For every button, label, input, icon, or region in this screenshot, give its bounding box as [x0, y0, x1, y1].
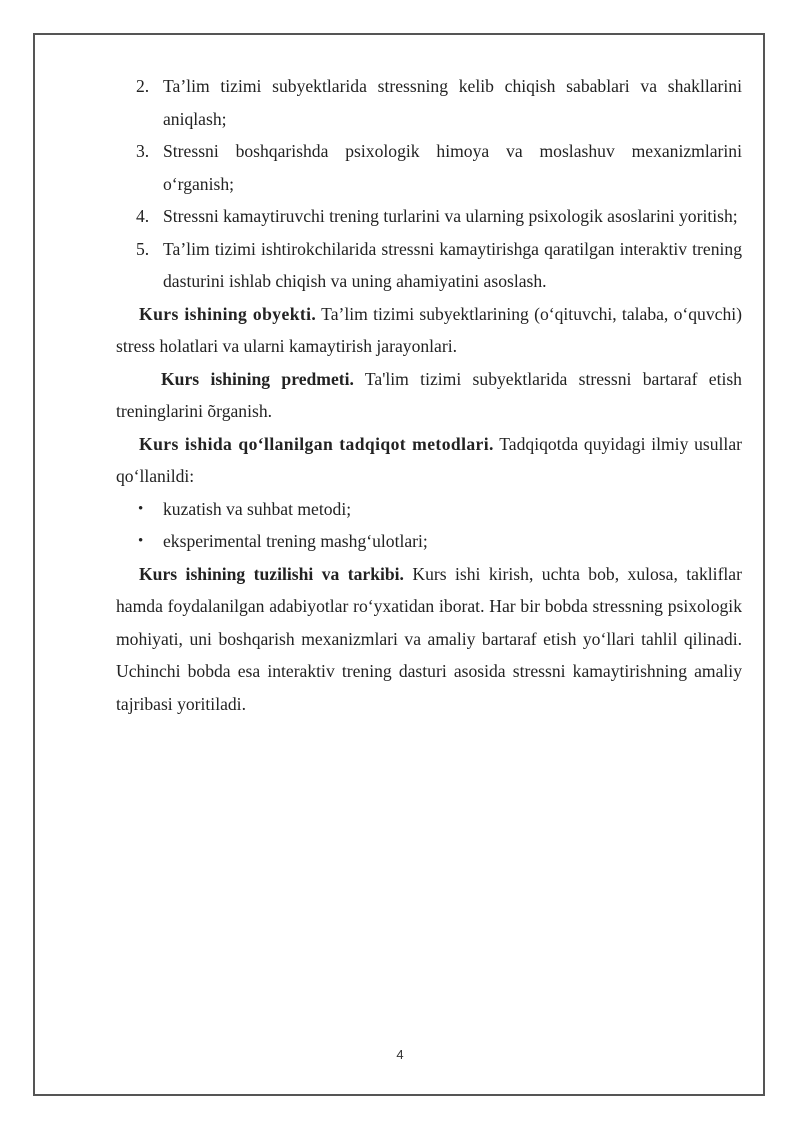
- list-number: 4.: [136, 206, 150, 226]
- object-paragraph: [116, 298, 742, 363]
- numbered-list: [116, 70, 742, 298]
- bullet-icon: •: [138, 500, 144, 517]
- object-heading: Kurs ishining obyekti.: [139, 303, 317, 324]
- subject-paragraph: [116, 363, 742, 428]
- list-item: [116, 200, 742, 233]
- bullet-item: [116, 525, 742, 558]
- structure-heading: Kurs ishining tuzilishi va tarkibi.: [139, 563, 404, 584]
- page-number: 4: [396, 1047, 404, 1062]
- structure-paragraph: [116, 558, 742, 721]
- list-item: [116, 70, 742, 135]
- list-item-text: Ta’lim tizimi subyektlarida stressning kelib chiqish sabablari va shakllarini aniqlash;: [163, 76, 742, 129]
- list-item-text: Stressni boshqarishda psixologik himoya va moslashuv mexanizmlarini o‘rganish;: [163, 141, 742, 194]
- structure-text: Kurs ishi kirish, uchta bob, xulosa, takliflar hamda foydalanilgan adabiyotlar ro‘yxatidan iborat. Har bir bobda stressning psixologik mohiyati, uni boshqarish mexanizmlari va amaliy bartaraf etish yo‘llari tahlil qilinadi. Uchinchi bobda esa interaktiv trening dasturi asosida stressni kamaytirishning amaliy tajribasi yoritiladi.: [116, 563, 742, 714]
- list-item: [116, 233, 742, 298]
- list-item: [116, 135, 742, 200]
- methods-heading: Kurs ishida qo‘llanilgan tadqiqot metodlari.: [139, 433, 494, 454]
- subject-heading: Kurs ishining predmeti.: [161, 368, 354, 389]
- bullet-text: kuzatish va suhbat metodi;: [163, 498, 352, 519]
- object-text: Ta’lim tizimi subyektlarining (o‘qituvchi, talaba, o‘quvchi) stress holatlari va ularni kamaytirish jarayonlari.: [116, 303, 742, 356]
- bullet-text: eksperimental trening mashg‘ulotlari;: [163, 531, 428, 551]
- document-body: [116, 70, 742, 720]
- bullet-item: [116, 493, 742, 526]
- bullet-icon: •: [138, 533, 144, 549]
- list-number: 3.: [136, 141, 150, 161]
- list-item-text: Ta’lim tizimi ishtirokchilarida stressni kamaytirishga qaratilgan interaktiv trening dasturini ishlab chiqish va uning ahamiyatini asoslash.: [163, 238, 742, 291]
- methods-paragraph: [116, 428, 742, 493]
- list-item-text: Stressni kamaytiruvchi trening turlarini va ularning psixologik asoslarini yoritish;: [163, 206, 738, 226]
- list-number: 5.: [136, 238, 150, 259]
- list-number: 2.: [136, 76, 150, 96]
- subject-text: Ta'lim tizimi subyektlarida stressni bartaraf etish treninglarini õrganish.: [116, 368, 742, 421]
- bullet-list: [116, 493, 742, 558]
- methods-text: Tadqiqotda quyidagi ilmiy usullar qo‘llanildi:: [116, 433, 742, 486]
